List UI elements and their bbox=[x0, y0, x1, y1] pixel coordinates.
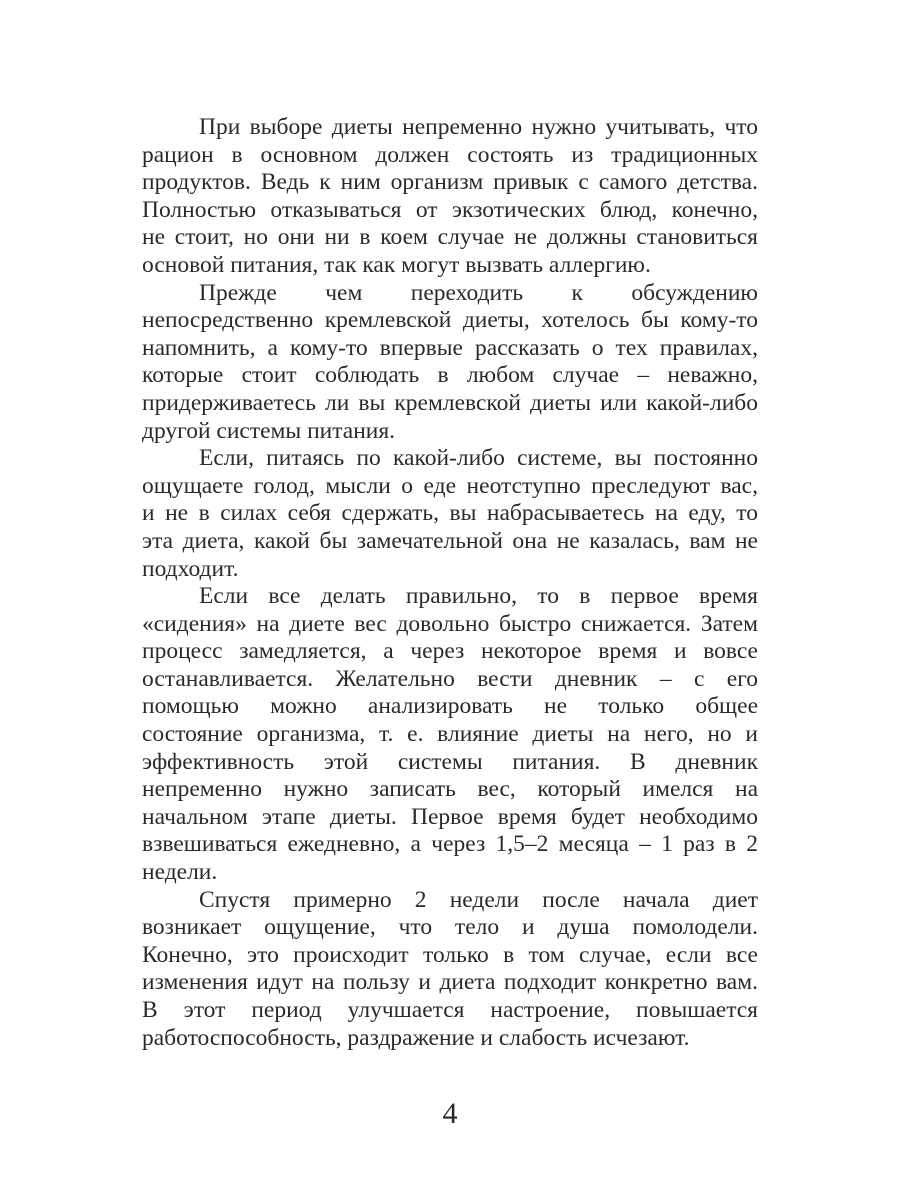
paragraph-1 bbox=[142, 114, 758, 280]
text-line: непременно нужно записать вес, который имелся на bbox=[142, 776, 758, 803]
text-line: эффективность этой системы питания. В дневник bbox=[142, 748, 758, 775]
paragraph-4 bbox=[142, 583, 758, 887]
text-line: напомнить, а кому-то впервые рассказать о тех правилах, bbox=[142, 334, 758, 361]
text-line: Спустя примерно 2 недели после начала диет bbox=[199, 886, 758, 913]
text-line: Конечно, это происходит только в том случае, если все bbox=[142, 941, 758, 968]
text-line: которые стоит соблюдать в любом случае – неважно, bbox=[142, 362, 758, 389]
text-line: процесс замедляется, а через некоторое время и вовсе bbox=[142, 638, 758, 665]
text-line: работоспособность, раздражение и слабость исчезают. bbox=[142, 1024, 690, 1051]
text-line: недели. bbox=[142, 859, 218, 886]
text-line: останавливается. Желательно вести дневник – с его bbox=[142, 665, 758, 692]
text-line: придерживаетесь ли вы кремлевской диеты или какой-либо bbox=[142, 389, 758, 416]
text-line: основой питания, так как могут вызвать аллергию. bbox=[142, 251, 651, 278]
text-line: Если, питаясь по какой-либо системе, вы постоянно bbox=[199, 445, 758, 472]
text-line: «сидения» на диете вес довольно быстро снижается. Затем bbox=[142, 610, 758, 637]
body-text bbox=[142, 114, 758, 1052]
text-line: рацион в основном должен состоять из традиционных bbox=[142, 141, 758, 168]
text-line: Если все делать правильно, то в первое время bbox=[199, 583, 758, 610]
text-line: эта диета, какой бы замечательной она не казалась, вам не bbox=[142, 527, 758, 554]
text-line: другой системы питания. bbox=[142, 417, 396, 444]
text-line: Прежде чем переходить к обсуждению bbox=[199, 279, 758, 306]
text-line: не стоит, но они ни в коем случае не должны становиться bbox=[142, 224, 758, 251]
text-line: и не в силах себя сдержать, вы набрасываетесь на еду, то bbox=[142, 500, 758, 527]
text-line: ощущаете голод, мысли о еде неотступно преследуют вас, bbox=[142, 472, 758, 499]
text-line: начальном этапе диеты. Первое время будет необходимо bbox=[142, 803, 758, 830]
text-line: Полностью отказываться от экзотических блюд, конечно, bbox=[142, 196, 758, 223]
paragraph-2 bbox=[142, 280, 758, 446]
page-number: 4 bbox=[442, 1097, 458, 1130]
paragraph-3 bbox=[142, 445, 758, 583]
text-line: При выборе диеты непременно нужно учитывать, что bbox=[199, 114, 758, 140]
text-line: В этот период улучшается настроение, повышается bbox=[142, 997, 758, 1023]
text-line: непосредственно кремлевской диеты, хотелось бы кому-то bbox=[142, 307, 758, 334]
text-line: подходит. bbox=[142, 555, 239, 582]
text-line: изменения идут на пользу и диета подходит конкретно вам. bbox=[142, 969, 758, 996]
text-line: состояние организма, т. е. влияние диеты на него, но и bbox=[142, 721, 758, 748]
paragraph-5 bbox=[142, 887, 758, 1053]
text-line: продуктов. Ведь к ним организм привык с самого детства. bbox=[142, 169, 758, 196]
text-line: возникает ощущение, что тело и душа помолодели. bbox=[142, 914, 758, 941]
text-line: помощью можно анализировать не только общее bbox=[142, 693, 758, 720]
text-line: взвешиваться ежедневно, а через 1,5–2 месяца – 1 раз в 2 bbox=[142, 831, 758, 858]
